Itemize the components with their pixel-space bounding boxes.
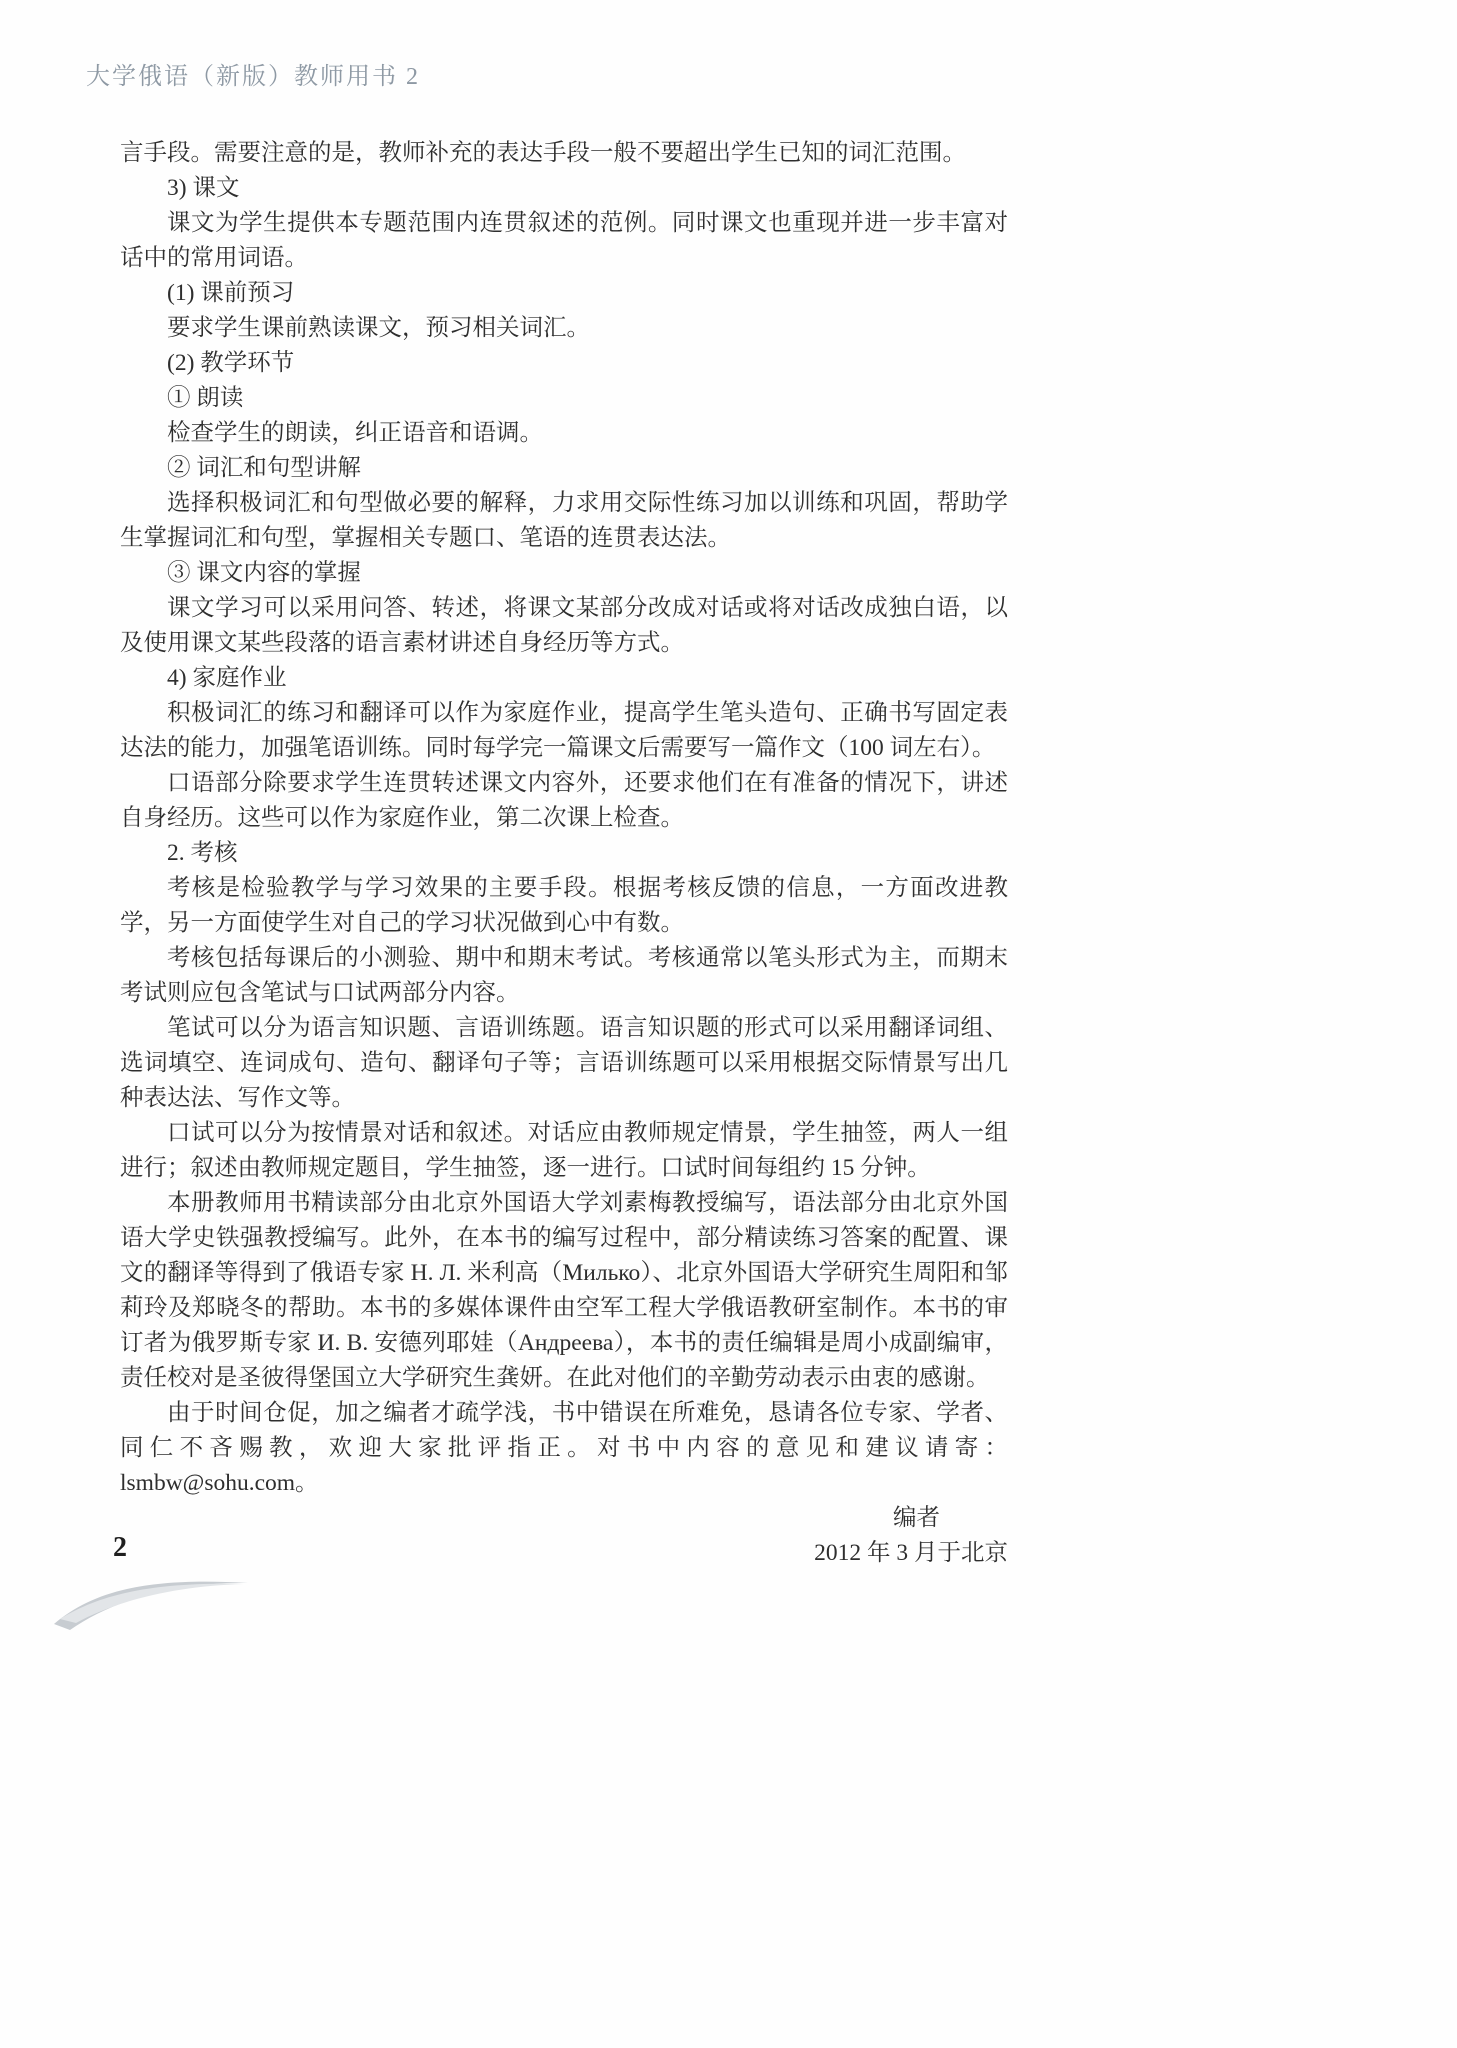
paragraph: 积极词汇的练习和翻译可以作为家庭作业，提高学生笔头造句、正确书写固定表达法的能力，加强笔语训练。同时每学完一篇课文后需要写一篇作文（100 词左右）。 [120, 700, 1008, 761]
paragraph: 笔试可以分为语言知识题、言语训练题。语言知识题的形式可以采用翻译词组、选词填空、连词成句、造句、翻译句子等；言语训练题可以采用根据交际情景写出几种表达法、写作文等。 [120, 1015, 1008, 1111]
paragraph-heading-2-teaching-steps: (2) 教学环节 [167, 350, 295, 376]
paragraph-heading-3-text: 3) 课文 [167, 175, 240, 201]
paragraph: 口试可以分为按情景对话和叙述。对话应由教师规定情景，学生抽签，两人一组进行；叙述由教师规定题目，学生抽签，逐一进行。口试时间每组约 15 分钟。 [120, 1120, 1008, 1181]
running-header: 大学俄语（新版）教师用书 2 [86, 64, 420, 90]
paragraph-continuation: 言手段。需要注意的是，教师补充的表达手段一般不要超出学生已知的词汇范围。 [120, 140, 966, 166]
paragraph: 课文为学生提供本专题范围内连贯叙述的范例。同时课文也重现并进一步丰富对话中的常用词语。 [120, 210, 1008, 271]
paragraph: 课文学习可以采用问答、转述，将课文某部分改成对话或将对话改成独白语，以及使用课文某些段落的语言素材讲述自身经历等方式。 [120, 595, 1008, 656]
paragraph: 要求学生课前熟读课文，预习相关词汇。 [167, 315, 590, 341]
paragraph-heading-circled-1: ① 朗读 [167, 385, 244, 411]
body-text [120, 136, 1008, 1571]
paragraph-heading-circled-3: ③ 课文内容的掌握 [167, 560, 361, 586]
paragraph: 考核是检验教学与学习效果的主要手段。根据考核反馈的信息，一方面改进教学，另一方面使学生对自己的学习状况做到心中有数。 [120, 875, 1008, 936]
paragraph-heading-4-homework: 4) 家庭作业 [167, 665, 287, 691]
paragraph-heading-1-preview: (1) 课前预习 [167, 280, 295, 306]
paragraph: 口语部分除要求学生连贯转述课文内容外，还要求他们在有准备的情况下，讲述自身经历。这些可以作为家庭作业，第二次课上检查。 [120, 770, 1008, 831]
paragraph: 检查学生的朗读，纠正语音和语调。 [167, 420, 543, 446]
dateline: 2012 年 3 月于北京 [814, 1540, 1008, 1566]
paragraph-closing-remarks: 由于时间仓促，加之编者才疏学浅，书中错误在所难免，恳请各位专家、学者、同仁不吝赐教，欢迎大家批评指正。对书中内容的意见和建议请寄：lsmbw@sohu.com。 [120, 1400, 1008, 1496]
paragraph: 考核包括每课后的小测验、期中和期末考试。考核通常以笔头形式为主，而期末考试则应包含笔试与口试两部分内容。 [120, 945, 1008, 1006]
decorative-swoosh [52, 1572, 252, 1634]
paragraph: 选择积极词汇和句型做必要的解释，力求用交际性练习加以训练和巩固，帮助学生掌握词汇和句型，掌握相关专题口、笔语的连贯表达法。 [120, 490, 1008, 551]
paragraph-heading-circled-2: ② 词汇和句型讲解 [167, 455, 361, 481]
paragraph-heading-assessment: 2. 考核 [167, 840, 238, 866]
page-number: 2 [113, 1532, 127, 1563]
signature: 编者 [893, 1505, 940, 1531]
decorative-swoosh-graphic [52, 1572, 252, 1634]
paragraph-acknowledgements: 本册教师用书精读部分由北京外国语大学刘素梅教授编写，语法部分由北京外国语大学史铁强教授编写。此外，在本书的编写过程中，部分精读练习答案的配置、课文的翻译等得到了俄语专家 Н. Л. 米利高（Милько）、北京外国语大学研究生周阳和邹莉玲及郑晓冬的帮助。本书的多媒体课件由空军工程大学俄语教研室制作。本书的审订者为俄罗斯专家 И. В. 安德列耶娃（Андреева），本书的责任编辑是周小成副编审，责任校对是圣彼得堡国立大学研究生龚妍。在此对他们的辛勤劳动表示由衷的感谢。 [120, 1190, 1008, 1391]
